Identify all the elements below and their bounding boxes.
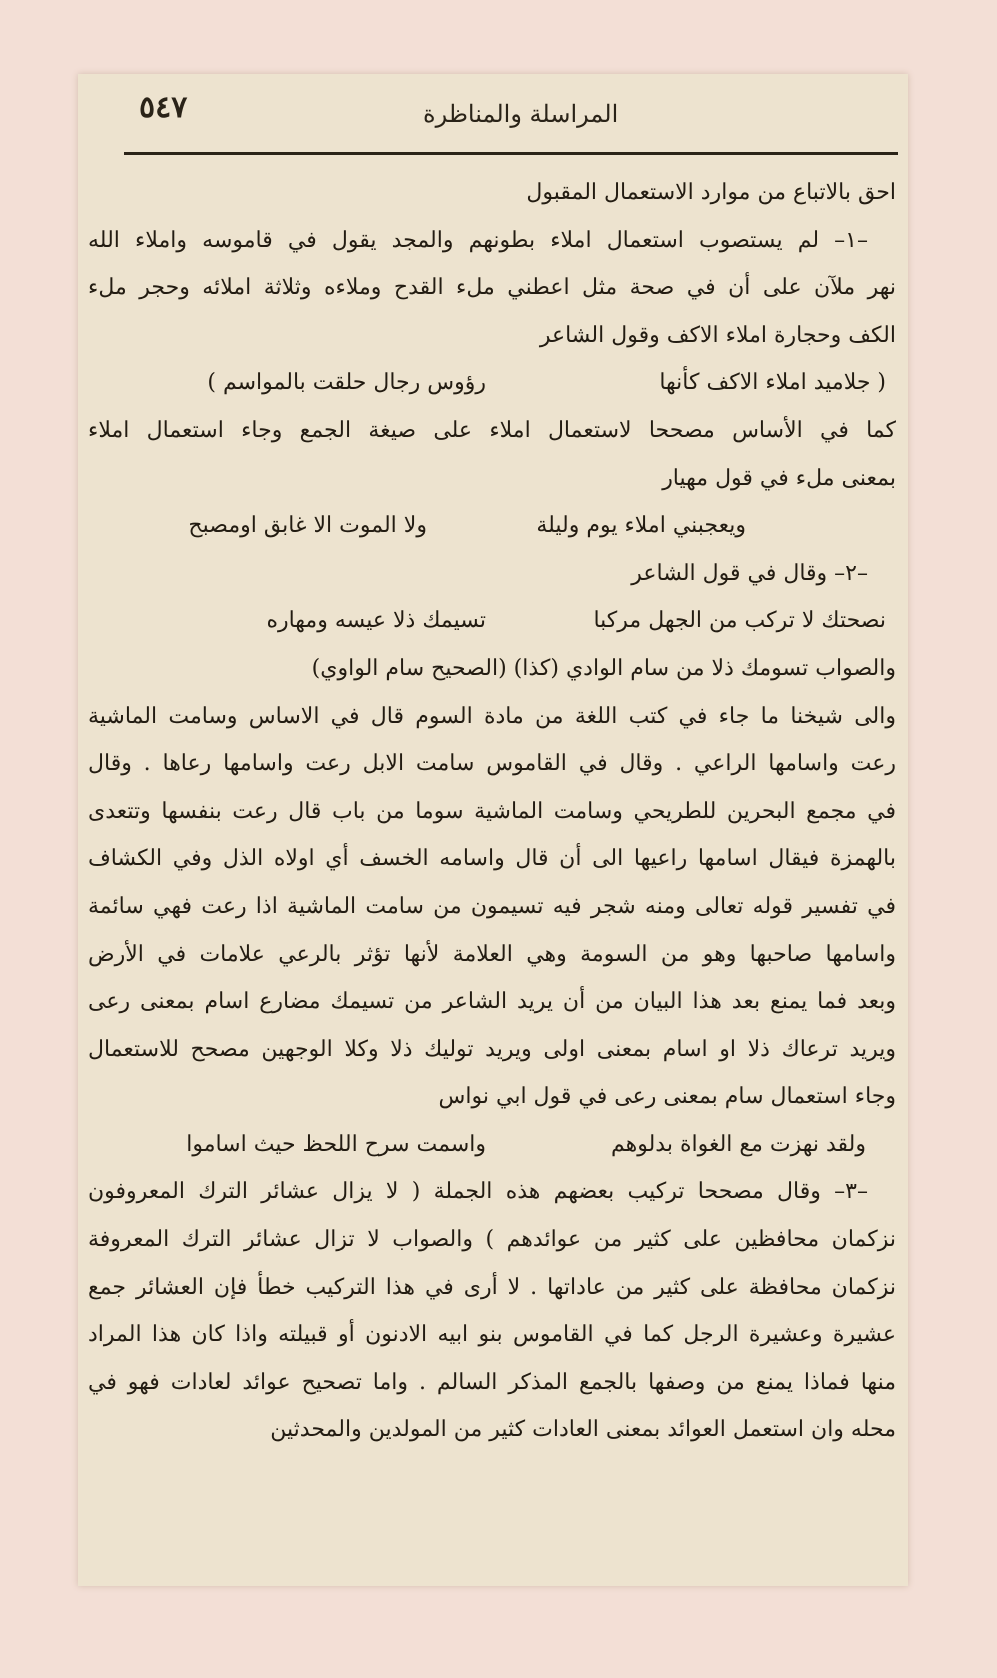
book-page <box>78 74 908 1586</box>
text-line: محله وان استعمل العوائد بمعنى العادات كثير من المولدين والمحدثين <box>270 1417 896 1443</box>
text-line: –٣– وقال مصححا تركيب بعضهم هذه الجملة ( لا يزال عشائر الترك المعروفون <box>88 1179 868 1205</box>
verse-first-hemistich: ( جلاميد املاء الاكف كأنها <box>659 370 886 396</box>
text-line: نهر ملآن على أن في صحة مثل اعطني ملء القدح وملاءه وثلاثة املائه وحجر ملء <box>88 275 896 301</box>
text-line: في مجمع البحرين للطريحي وسامت الماشية سوما من باب قال رعت بنفسها وتتعدى <box>88 798 896 824</box>
text-line: وجاء استعمال سام بمعنى رعى في قول ابي نواس <box>438 1084 896 1110</box>
header-rule <box>124 152 898 155</box>
text-line: عشيرة وعشيرة الرجل كما في القاموس بنو ابيه الادنون أو قبيلته واذا كان هذا المراد <box>88 1322 896 1348</box>
text-line: واسامها صاحبها وهو من السومة وهي العلامة لأنها تؤثر بالرعي علامات في الأرض <box>88 941 896 967</box>
text-line: منها فماذا يمنع من وصفها بالجمع المذكر السالم . واما تصحيح عوائد لعادات فهو في <box>88 1369 896 1395</box>
page-header <box>133 88 878 144</box>
poetry-verse <box>78 597 896 645</box>
text-line: بالهمزة فيقال اسامها راعيها الى أن قال واسامه الخسف أي اولاه الذل وفي الكشاف <box>88 846 896 872</box>
text-line: والى شيخنا ما جاء في كتب اللغة من مادة السوم قال في الاساس وسامت الماشية <box>88 703 896 729</box>
text-line: الكف وحجارة املاء الاكف وقول الشاعر <box>539 322 896 348</box>
running-title: المراسلة والمناظرة <box>423 100 619 128</box>
verse-first-hemistich: ويعجبني املاء يوم وليلة <box>536 513 746 539</box>
text-line: –٢– وقال في قول الشاعر <box>631 560 868 586</box>
verse-second-hemistich: واسمت سرح اللحظ حيث اساموا <box>186 1131 486 1157</box>
text-line: رعت واسامها الراعي . وقال في القاموس سامت الابل رعت واسامها رعاها . وقال <box>88 751 896 777</box>
text-line: في تفسير قوله تعالى ومنه شجر فيه تسيمون من سامت الماشية اذا رعت فهي سائمة <box>88 893 896 919</box>
verse-second-hemistich: ولا الموت الا غابق اومصبح <box>188 513 427 539</box>
verse-first-hemistich: ولقد نهزت مع الغواة بدلوهم <box>611 1131 866 1157</box>
poetry-verse <box>78 502 896 550</box>
verse-first-hemistich: نصحتك لا تركب من الجهل مركبا <box>593 608 886 634</box>
poetry-verse <box>78 359 896 407</box>
text-line: وبعد فما يمنع بعد هذا البيان من أن يريد الشاعر من تسيمك مضارع اسام بمعنى رعى <box>88 989 896 1015</box>
verse-second-hemistich: رؤوس رجال حلقت بالمواسم ) <box>207 370 486 396</box>
verse-second-hemistich: تسيمك ذلا عيسه ومهاره <box>266 608 486 634</box>
text-line: نزكمان محافظة على كثير من عاداتها . لا أرى في هذا التركيب خطأ فإن العشائر جمع <box>88 1274 896 1300</box>
text-line: بمعنى ملء في قول مهيار <box>662 465 896 491</box>
poetry-verse <box>78 1121 896 1169</box>
text-line: ويريد ترعاك ذلا او اسام بمعنى اولى ويريد توليك ذلا وكلا الوجهين مصحح للاستعمال <box>88 1036 896 1062</box>
text-line: كما في الأساس مصححا لاستعمال املاء على صيغة الجمع وجاء استعمال املاء <box>88 417 896 443</box>
text-line: والصواب تسومك ذلا من سام الوادي (كذا) (الصحيح سام الواوي) <box>311 655 896 681</box>
text-line: احق بالاتباع من موارد الاستعمال المقبول <box>526 180 896 205</box>
page-body <box>78 169 896 1454</box>
text-line: نزكمان محافظين على كثير من عوائدهم ) والصواب لا تزال عشائر الترك المعروفة <box>88 1227 896 1253</box>
page-number: ٥٤٧ <box>139 90 188 125</box>
text-line: –١– لم يستصوب استعمال املاء بطونهم والمجد يقول في قاموسه واملاء الله <box>88 227 868 253</box>
